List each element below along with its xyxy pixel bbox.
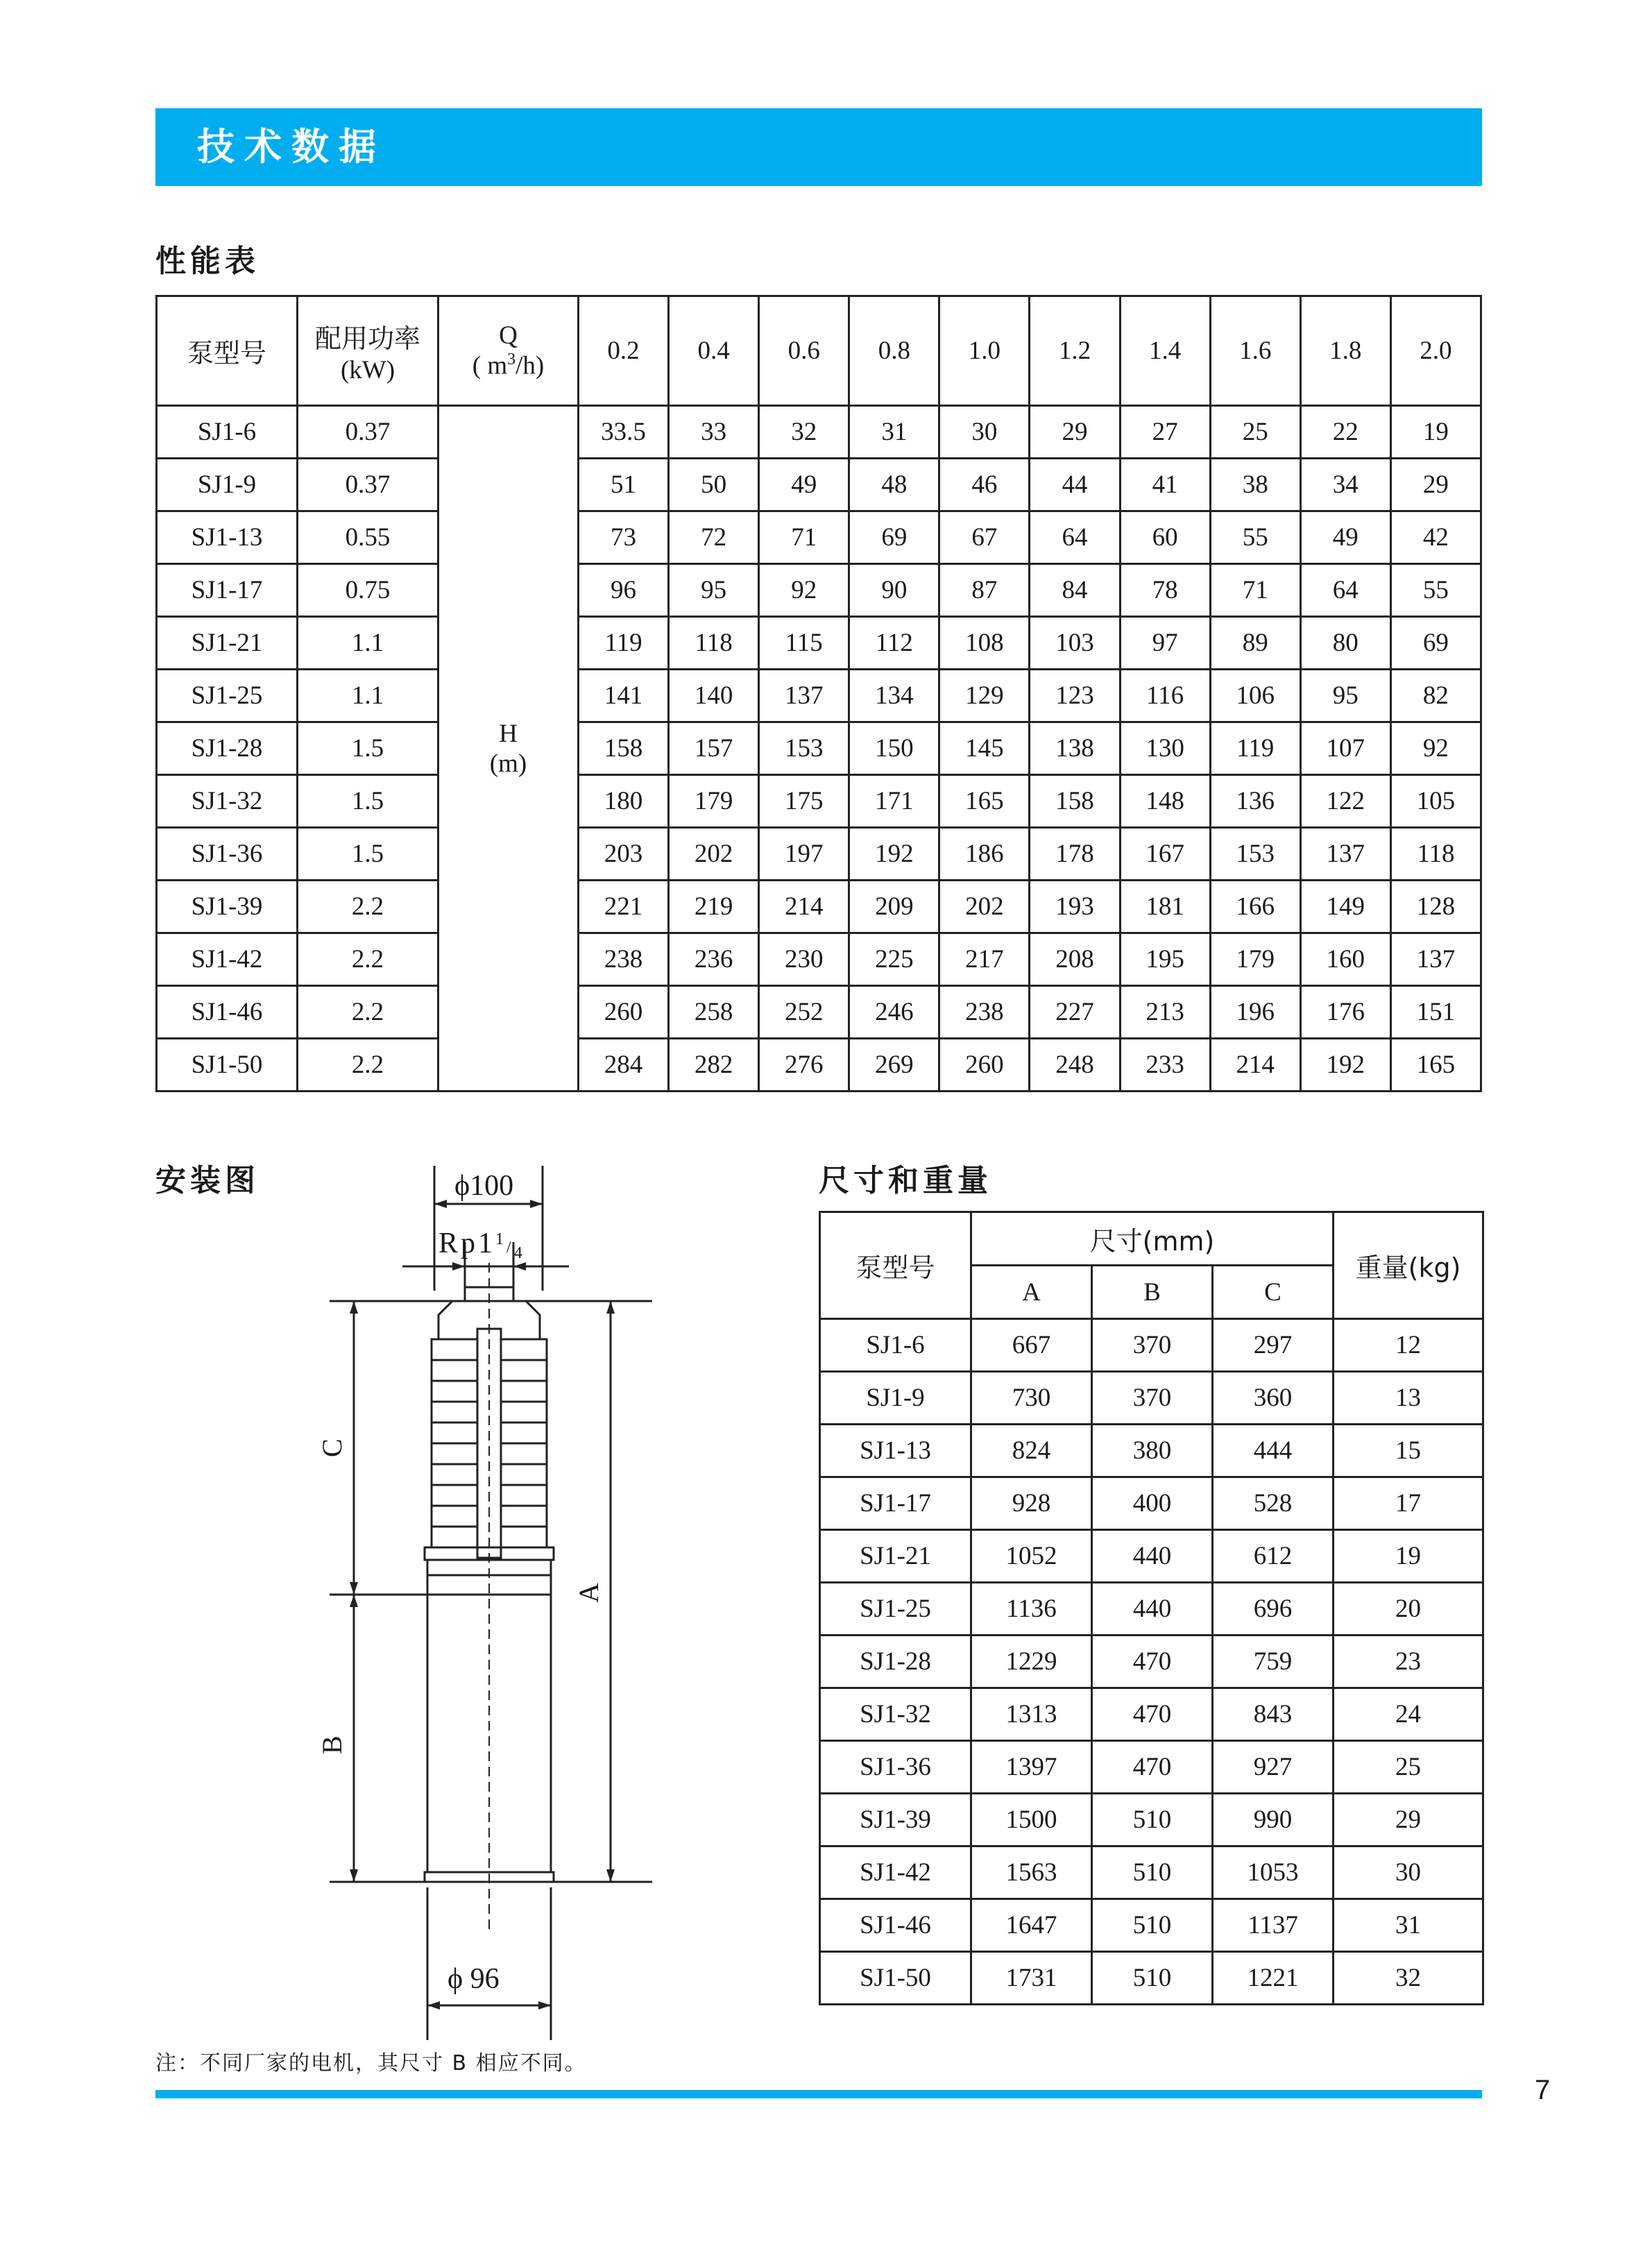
dim-a-cell: 730 — [971, 1372, 1092, 1425]
flow-header-cell: 0.6 — [759, 296, 849, 406]
head-value-cell: 82 — [1390, 670, 1481, 722]
head-value-cell: 165 — [939, 775, 1030, 828]
dim-b-cell: 370 — [1092, 1372, 1213, 1425]
model-cell: SJ1-50 — [157, 1039, 298, 1092]
dim-c-cell: 759 — [1213, 1636, 1334, 1688]
power-cell: 2.2 — [298, 1039, 438, 1092]
col-q-header — [438, 296, 579, 406]
head-unit: (m) — [489, 749, 527, 778]
head-value-cell: 193 — [1030, 881, 1120, 933]
head-value-cell: 219 — [669, 881, 759, 933]
weight-cell: 17 — [1334, 1477, 1483, 1530]
head-value-cell: 64 — [1300, 564, 1390, 617]
dim-a-cell: 1500 — [971, 1794, 1092, 1846]
head-value-cell: 179 — [669, 775, 759, 828]
head-value-cell: 95 — [669, 564, 759, 617]
dimensions-heading: 尺寸和重量 — [819, 1163, 992, 1198]
table-row — [820, 1477, 1483, 1530]
head-value-cell: 134 — [849, 670, 939, 722]
head-value-cell: 227 — [1030, 986, 1120, 1039]
head-value-cell: 51 — [579, 459, 669, 511]
model-cell: SJ1-9 — [157, 459, 298, 511]
head-value-cell: 214 — [759, 881, 849, 933]
head-value-cell: 69 — [1390, 617, 1481, 670]
head-value-cell: 33 — [669, 406, 759, 459]
head-value-cell: 92 — [759, 564, 849, 617]
head-value-cell: 41 — [1120, 459, 1210, 511]
head-value-cell: 80 — [1300, 617, 1390, 670]
model-cell: SJ1-42 — [820, 1846, 971, 1899]
install-heading: 安装图 — [155, 1163, 259, 1198]
outer-diameter-label: ϕ100 — [454, 1170, 514, 1202]
head-value-cell: 122 — [1300, 775, 1390, 828]
head-value-cell: 27 — [1120, 406, 1210, 459]
head-value-cell: 55 — [1390, 564, 1481, 617]
table-row — [157, 828, 1481, 881]
dim-c-cell: 1053 — [1213, 1846, 1334, 1899]
table-row — [157, 775, 1481, 828]
head-value-cell: 137 — [759, 670, 849, 722]
weight-cell: 24 — [1334, 1688, 1483, 1741]
performance-heading: 性能表 — [155, 244, 259, 279]
table-row — [157, 986, 1481, 1039]
performance-header-row — [157, 296, 1481, 406]
head-value-cell: 246 — [849, 986, 939, 1039]
head-value-cell: 141 — [579, 670, 669, 722]
install-diagram — [264, 1152, 722, 2047]
head-value-cell: 137 — [1300, 828, 1390, 881]
arrowheads — [350, 1200, 615, 2010]
head-value-cell: 92 — [1390, 722, 1481, 775]
head-value-cell: 69 — [849, 511, 939, 564]
head-value-cell: 49 — [1300, 511, 1390, 564]
table-row — [820, 1688, 1483, 1741]
head-value-cell: 276 — [759, 1039, 849, 1092]
model-cell: SJ1-21 — [820, 1530, 971, 1583]
head-value-cell: 165 — [1390, 1039, 1481, 1092]
table-row — [157, 459, 1481, 511]
dim-c-cell: 297 — [1213, 1319, 1334, 1372]
model-cell: SJ1-36 — [820, 1741, 971, 1794]
dim-c-cell: 990 — [1213, 1794, 1334, 1846]
weight-cell: 25 — [1334, 1741, 1483, 1794]
head-value-cell: 203 — [579, 828, 669, 881]
head-value-cell: 178 — [1030, 828, 1120, 881]
head-value-cell: 55 — [1210, 511, 1300, 564]
head-value-cell: 171 — [849, 775, 939, 828]
head-value-cell: 115 — [759, 617, 849, 670]
dim-b-cell: 440 — [1092, 1583, 1213, 1636]
head-value-cell: 221 — [579, 881, 669, 933]
dim-col-size-header: 尺寸(mm) — [971, 1212, 1334, 1266]
model-cell: SJ1-39 — [820, 1794, 971, 1846]
dim-c-cell: 696 — [1213, 1583, 1334, 1636]
head-value-cell: 118 — [1390, 828, 1481, 881]
head-value-cell: 217 — [939, 933, 1030, 986]
dim-c-cell: 927 — [1213, 1741, 1334, 1794]
head-value-cell: 71 — [759, 511, 849, 564]
dim-col-b-header: B — [1092, 1266, 1213, 1319]
power-cell: 1.5 — [298, 722, 438, 775]
head-value-cell: 238 — [939, 986, 1030, 1039]
power-cell: 1.1 — [298, 617, 438, 670]
head-value-cell: 108 — [939, 617, 1030, 670]
head-value-cell: 67 — [939, 511, 1030, 564]
head-label: H — [499, 719, 518, 748]
head-value-cell: 42 — [1390, 511, 1481, 564]
dim-a-cell: 667 — [971, 1319, 1092, 1372]
head-value-cell: 50 — [669, 459, 759, 511]
table-row — [157, 564, 1481, 617]
thread-frac-num: 1 — [495, 1230, 507, 1248]
dim-a-cell: 1052 — [971, 1530, 1092, 1583]
dim-a-cell: 1136 — [971, 1583, 1092, 1636]
head-value-cell: 202 — [669, 828, 759, 881]
head-value-cell: 29 — [1390, 459, 1481, 511]
head-value-cell: 107 — [1300, 722, 1390, 775]
head-value-cell: 64 — [1030, 511, 1120, 564]
head-value-cell: 32 — [759, 406, 849, 459]
dim-a-cell: 1397 — [971, 1741, 1092, 1794]
table-row — [820, 1846, 1483, 1899]
dimensions-table — [819, 1211, 1484, 2005]
col-q-unit-post: /h) — [516, 351, 545, 380]
model-cell: SJ1-28 — [157, 722, 298, 775]
flow-header-cell: 1.0 — [939, 296, 1030, 406]
table-row — [157, 933, 1481, 986]
head-value-cell: 119 — [1210, 722, 1300, 775]
head-value-cell: 180 — [579, 775, 669, 828]
dim-c-cell: 843 — [1213, 1688, 1334, 1741]
dim-a-cell: 1563 — [971, 1846, 1092, 1899]
head-value-cell: 186 — [939, 828, 1030, 881]
col-power-header — [298, 296, 438, 406]
model-cell: SJ1-13 — [157, 511, 298, 564]
model-cell: SJ1-9 — [820, 1372, 971, 1425]
head-value-cell: 238 — [579, 933, 669, 986]
head-value-cell: 49 — [759, 459, 849, 511]
table-row — [157, 881, 1481, 933]
dim-b-cell: 470 — [1092, 1636, 1213, 1688]
head-value-cell: 167 — [1120, 828, 1210, 881]
dim-a-label: A — [573, 1583, 604, 1603]
col-q-unit — [439, 350, 577, 380]
dim-b-cell: 470 — [1092, 1741, 1213, 1794]
head-value-cell: 130 — [1120, 722, 1210, 775]
model-cell: SJ1-39 — [157, 881, 298, 933]
table-row — [157, 406, 1481, 459]
dim-b-cell: 440 — [1092, 1530, 1213, 1583]
dim-c-cell: 1221 — [1213, 1952, 1334, 2005]
head-value-cell: 252 — [759, 986, 849, 1039]
weight-cell: 19 — [1334, 1530, 1483, 1583]
head-value-cell: 258 — [669, 986, 759, 1039]
thread-text: Rp1 — [438, 1228, 496, 1259]
model-cell: SJ1-46 — [820, 1899, 971, 1952]
model-cell: SJ1-36 — [157, 828, 298, 881]
dim-c-cell: 528 — [1213, 1477, 1334, 1530]
head-value-cell: 157 — [669, 722, 759, 775]
head-value-cell: 208 — [1030, 933, 1120, 986]
head-value-cell: 269 — [849, 1039, 939, 1092]
section-banner — [155, 108, 1482, 186]
flow-header-cell: 1.6 — [1210, 296, 1300, 406]
model-cell: SJ1-25 — [157, 670, 298, 722]
dim-b-cell: 380 — [1092, 1425, 1213, 1477]
dim-b-cell: 510 — [1092, 1952, 1213, 2005]
dim-c-cell: 1137 — [1213, 1899, 1334, 1952]
head-value-cell: 202 — [939, 881, 1030, 933]
weight-cell: 23 — [1334, 1636, 1483, 1688]
dim-b-cell: 470 — [1092, 1688, 1213, 1741]
table-row — [820, 1372, 1483, 1425]
flow-header-cell: 0.4 — [669, 296, 759, 406]
page-number: 7 — [1535, 2075, 1551, 2105]
table-row — [820, 1899, 1483, 1952]
model-cell: SJ1-25 — [820, 1583, 971, 1636]
footnote: 注：不同厂家的电机，其尺寸 B 相应不同。 — [155, 2051, 587, 2075]
head-value-cell: 105 — [1390, 775, 1481, 828]
model-cell: SJ1-21 — [157, 617, 298, 670]
col-q-unit-sup: 3 — [507, 350, 516, 369]
power-cell: 2.2 — [298, 986, 438, 1039]
model-cell: SJ1-17 — [820, 1477, 971, 1530]
dim-a-cell: 1731 — [971, 1952, 1092, 2005]
table-row — [820, 1952, 1483, 2005]
power-cell: 2.2 — [298, 881, 438, 933]
model-cell: SJ1-42 — [157, 933, 298, 986]
head-value-cell: 128 — [1390, 881, 1481, 933]
head-value-cell: 140 — [669, 670, 759, 722]
power-cell: 1.5 — [298, 775, 438, 828]
head-value-cell: 38 — [1210, 459, 1300, 511]
col-q-label: Q — [499, 321, 518, 350]
head-value-cell: 90 — [849, 564, 939, 617]
head-value-cell: 236 — [669, 933, 759, 986]
model-cell: SJ1-46 — [157, 986, 298, 1039]
head-value-cell: 150 — [849, 722, 939, 775]
head-value-cell: 214 — [1210, 1039, 1300, 1092]
head-value-cell: 148 — [1120, 775, 1210, 828]
head-value-cell: 30 — [939, 406, 1030, 459]
head-value-cell: 78 — [1120, 564, 1210, 617]
weight-cell: 31 — [1334, 1899, 1483, 1952]
page-title: 技术数据 — [197, 125, 386, 169]
head-value-cell: 149 — [1300, 881, 1390, 933]
head-value-cell: 175 — [759, 775, 849, 828]
dim-b-cell: 370 — [1092, 1319, 1213, 1372]
weight-cell: 13 — [1334, 1372, 1483, 1425]
dim-a-cell: 928 — [971, 1477, 1092, 1530]
weight-cell: 32 — [1334, 1952, 1483, 2005]
head-value-cell: 260 — [579, 986, 669, 1039]
power-cell: 1.1 — [298, 670, 438, 722]
col-model-header: 泵型号 — [157, 296, 298, 406]
table-row — [820, 1636, 1483, 1688]
head-value-cell: 87 — [939, 564, 1030, 617]
head-value-cell: 145 — [939, 722, 1030, 775]
model-cell: SJ1-32 — [820, 1688, 971, 1741]
head-value-cell: 176 — [1300, 986, 1390, 1039]
head-value-cell: 96 — [579, 564, 669, 617]
flow-header-cell: 2.0 — [1390, 296, 1481, 406]
head-value-cell: 158 — [1030, 775, 1120, 828]
table-row — [157, 617, 1481, 670]
model-cell: SJ1-32 — [157, 775, 298, 828]
head-value-cell: 248 — [1030, 1039, 1120, 1092]
head-value-cell: 230 — [759, 933, 849, 986]
weight-cell: 20 — [1334, 1583, 1483, 1636]
head-value-cell: 179 — [1210, 933, 1300, 986]
dim-col-c-header: C — [1213, 1266, 1334, 1319]
model-cell: SJ1-13 — [820, 1425, 971, 1477]
table-row — [157, 722, 1481, 775]
head-value-cell: 260 — [939, 1039, 1030, 1092]
model-cell: SJ1-28 — [820, 1636, 971, 1688]
head-value-cell: 71 — [1210, 564, 1300, 617]
table-row — [157, 1039, 1481, 1092]
head-unit-cell — [438, 406, 579, 1092]
head-value-cell: 48 — [849, 459, 939, 511]
table-row — [820, 1319, 1483, 1372]
weight-cell: 29 — [1334, 1794, 1483, 1846]
head-value-cell: 138 — [1030, 722, 1120, 775]
head-value-cell: 112 — [849, 617, 939, 670]
head-value-cell: 119 — [579, 617, 669, 670]
dim-col-model-header: 泵型号 — [820, 1212, 971, 1319]
head-value-cell: 129 — [939, 670, 1030, 722]
head-value-cell: 46 — [939, 459, 1030, 511]
performance-table — [155, 295, 1482, 1092]
model-cell: SJ1-6 — [820, 1319, 971, 1372]
head-value-cell: 72 — [669, 511, 759, 564]
weight-cell: 12 — [1334, 1319, 1483, 1372]
head-value-cell: 136 — [1210, 775, 1300, 828]
head-value-cell: 209 — [849, 881, 939, 933]
head-value-cell: 106 — [1210, 670, 1300, 722]
power-cell: 0.75 — [298, 564, 438, 617]
dim-a-cell: 824 — [971, 1425, 1092, 1477]
head-value-cell: 225 — [849, 933, 939, 986]
head-value-cell: 213 — [1120, 986, 1210, 1039]
dim-a-cell: 1313 — [971, 1688, 1092, 1741]
head-value-cell: 103 — [1030, 617, 1120, 670]
dim-a-cell: 1229 — [971, 1636, 1092, 1688]
head-value-cell: 19 — [1390, 406, 1481, 459]
flow-header-cell: 1.2 — [1030, 296, 1120, 406]
head-value-cell: 97 — [1120, 617, 1210, 670]
head-value-cell: 158 — [579, 722, 669, 775]
dim-b-cell: 400 — [1092, 1477, 1213, 1530]
table-row — [820, 1530, 1483, 1583]
head-value-cell: 31 — [849, 406, 939, 459]
head-value-cell: 166 — [1210, 881, 1300, 933]
head-value-cell: 282 — [669, 1039, 759, 1092]
dim-b-label: B — [316, 1735, 348, 1754]
head-value-cell: 84 — [1030, 564, 1120, 617]
dim-b-cell: 510 — [1092, 1794, 1213, 1846]
dimensions-header-row — [820, 1212, 1483, 1266]
dim-col-weight-header: 重量(kg) — [1334, 1212, 1483, 1319]
table-row — [820, 1741, 1483, 1794]
table-row — [820, 1794, 1483, 1846]
dim-b-cell: 510 — [1092, 1846, 1213, 1899]
dim-b-cell: 510 — [1092, 1899, 1213, 1952]
head-value-cell: 151 — [1390, 986, 1481, 1039]
col-power-label: 配用功率 — [314, 323, 420, 354]
dim-c-label: C — [316, 1438, 348, 1457]
head-value-cell: 34 — [1300, 459, 1390, 511]
table-row — [157, 670, 1481, 722]
head-value-cell: 160 — [1300, 933, 1390, 986]
bottom-rule — [155, 2090, 1482, 2098]
flow-header-cell: 1.8 — [1300, 296, 1390, 406]
thread-label: $Rp1^1_/4$ — [438, 1228, 525, 1262]
motor-diameter-label: ϕ 96 — [448, 1963, 500, 1995]
head-value-cell: 25 — [1210, 406, 1300, 459]
head-value-cell: 153 — [1210, 828, 1300, 881]
power-cell: 0.55 — [298, 511, 438, 564]
head-value-cell: 181 — [1120, 881, 1210, 933]
dim-c-cell: 612 — [1213, 1530, 1334, 1583]
head-value-cell: 116 — [1120, 670, 1210, 722]
table-row — [157, 511, 1481, 564]
head-value-cell: 195 — [1120, 933, 1210, 986]
head-value-cell: 196 — [1210, 986, 1300, 1039]
col-q-unit-pre: ( m — [472, 351, 508, 380]
dim-c-cell: 360 — [1213, 1372, 1334, 1425]
head-value-cell: 197 — [759, 828, 849, 881]
head-value-cell: 233 — [1120, 1039, 1210, 1092]
head-value-cell: 153 — [759, 722, 849, 775]
model-cell: SJ1-6 — [157, 406, 298, 459]
power-cell: 0.37 — [298, 459, 438, 511]
head-value-cell: 22 — [1300, 406, 1390, 459]
head-value-cell: 73 — [579, 511, 669, 564]
head-value-cell: 284 — [579, 1039, 669, 1092]
weight-cell: 15 — [1334, 1425, 1483, 1477]
flow-header-cell: 1.4 — [1120, 296, 1210, 406]
power-cell: 0.37 — [298, 406, 438, 459]
thread-frac-den: 4 — [513, 1244, 525, 1262]
col-power-unit: (kW) — [340, 355, 395, 384]
flow-header-cell: 0.8 — [849, 296, 939, 406]
weight-cell: 30 — [1334, 1846, 1483, 1899]
head-value-cell: 60 — [1120, 511, 1210, 564]
model-cell: SJ1-50 — [820, 1952, 971, 2005]
table-row — [820, 1583, 1483, 1636]
head-value-cell: 95 — [1300, 670, 1390, 722]
power-cell: 2.2 — [298, 933, 438, 986]
dim-a-cell: 1647 — [971, 1899, 1092, 1952]
head-value-cell: 192 — [1300, 1039, 1390, 1092]
head-value-cell: 118 — [669, 617, 759, 670]
dim-c-cell: 444 — [1213, 1425, 1334, 1477]
table-row — [820, 1425, 1483, 1477]
flow-header-cell: 0.2 — [579, 296, 669, 406]
power-cell: 1.5 — [298, 828, 438, 881]
head-value-cell: 44 — [1030, 459, 1120, 511]
head-value-cell: 137 — [1390, 933, 1481, 986]
model-cell: SJ1-17 — [157, 564, 298, 617]
head-value-cell: 192 — [849, 828, 939, 881]
head-value-cell: 29 — [1030, 406, 1120, 459]
head-value-cell: 33.5 — [579, 406, 669, 459]
head-value-cell: 89 — [1210, 617, 1300, 670]
head-value-cell: 123 — [1030, 670, 1120, 722]
dim-col-a-header: A — [971, 1266, 1092, 1319]
